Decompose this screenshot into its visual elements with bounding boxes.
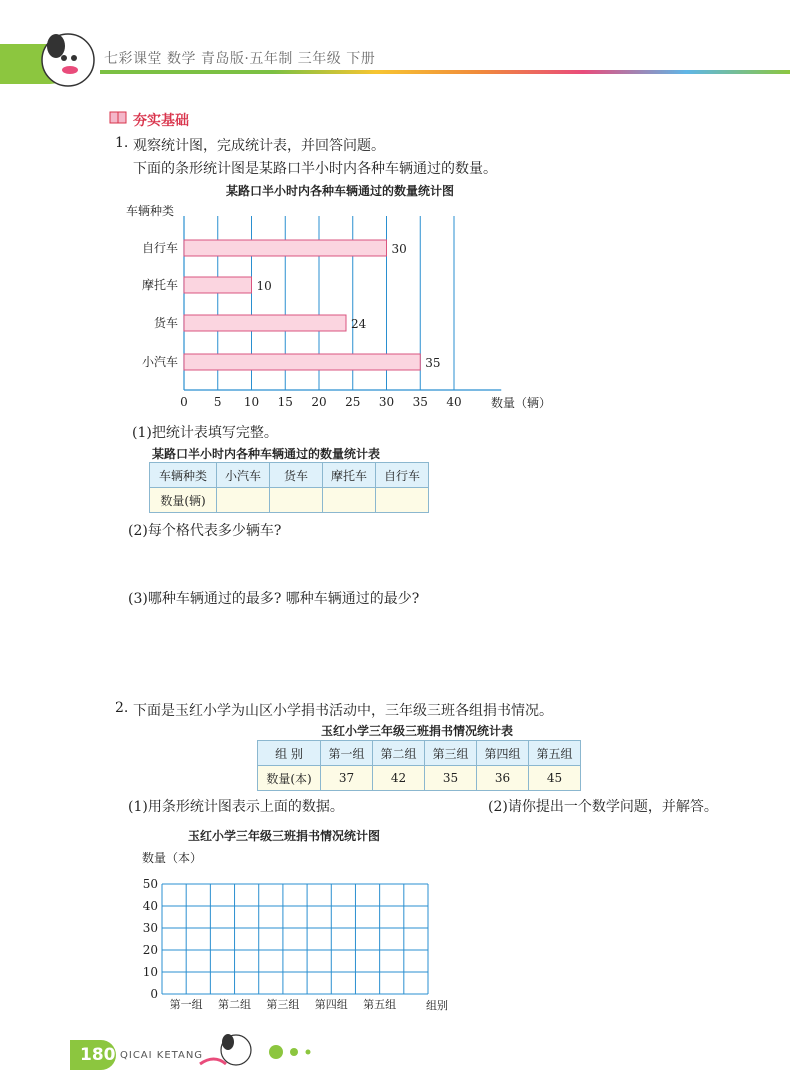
q2-th-4: 第四组	[477, 741, 529, 766]
chart1-x-tick-label: 30	[378, 395, 395, 409]
q2-table	[257, 740, 581, 791]
chart1-bar	[184, 315, 346, 331]
q1-answer-cell[interactable]	[323, 488, 376, 513]
chart1-x-tick-label: 20	[311, 395, 327, 409]
chart1-value-label: 35	[425, 356, 441, 370]
q2-th-5: 第五组	[529, 741, 581, 766]
chart1-x-tick-label: 40	[446, 395, 462, 409]
chart1-x-tick-label: 15	[277, 395, 293, 409]
q2-value-cell: 36	[477, 766, 529, 791]
chart2-y-tick-label: 30	[142, 921, 158, 935]
chart2-xlabel: 组别	[426, 999, 448, 1012]
donation-bar-chart	[130, 826, 470, 1018]
q1-row-label: 数量(辆)	[150, 488, 217, 513]
chart2-y-tick-label: 50	[142, 877, 158, 891]
chart1-x-tick-label: 10	[243, 395, 260, 409]
q2-th-0: 组 别	[258, 741, 321, 766]
chart2-y-tick-label: 0	[150, 987, 158, 1001]
q1-th-2: 货车	[270, 463, 323, 488]
q1-answer-cell[interactable]	[376, 488, 429, 513]
chart2-y-tick-label: 40	[142, 899, 158, 913]
chart1-value-label: 24	[351, 317, 367, 331]
chart1-x-tick-label: 25	[345, 395, 361, 409]
chart2-category-label: 第一组	[169, 998, 203, 1011]
header-stripe	[100, 70, 790, 74]
q1-th-4: 自行车	[376, 463, 429, 488]
q2-th-2: 第二组	[373, 741, 425, 766]
q1-text: 观察统计图，完成统计表，并回答问题。	[133, 138, 385, 154]
q1-table-title: 某路口半小时内各种车辆通过的数量统计表	[152, 447, 381, 461]
q2-part2: (2)请你提出一个数学问题，并解答。	[488, 799, 718, 815]
q2-text: 下面是玉红小学为山区小学捐书活动中，三年级三班各组捐书情况。	[133, 703, 553, 719]
q1-th-1: 小汽车	[217, 463, 270, 488]
q1-th-3: 摩托车	[323, 463, 376, 488]
q1-part1: (1)把统计表填写完整。	[132, 425, 278, 441]
q1-answer-cell[interactable]	[217, 488, 270, 513]
q2-value-cell: 42	[373, 766, 425, 791]
chart1-xlabel: 数量（辆）	[491, 396, 552, 410]
chart1-bar	[184, 354, 420, 370]
section-title: 夯实基础	[133, 113, 189, 129]
q2-value-cell: 45	[529, 766, 581, 791]
q1-part3: (3)哪种车辆通过的最多? 哪种车辆通过的最少?	[128, 591, 420, 607]
chart2-title: 玉红小学三年级三班捐书情况统计图	[187, 829, 381, 843]
q1-intro: 下面的条形统计图是某路口半小时内各种车辆通过的数量。	[133, 161, 497, 177]
chart1-x-tick-label: 0	[180, 395, 188, 409]
chart1-value-label: 10	[256, 279, 272, 293]
q1-table	[149, 462, 429, 513]
q1-th-0: 车辆种类	[150, 463, 217, 488]
q2-part1: (1)用条形统计图表示上面的数据。	[128, 799, 344, 815]
q2-th-1: 第一组	[321, 741, 373, 766]
chart1-title: 某路口半小时内各种车辆通过的数量统计图	[225, 184, 455, 198]
vehicle-bar-chart	[118, 182, 568, 412]
chart2-category-label: 第二组	[218, 998, 252, 1011]
chart1-bar	[184, 277, 252, 293]
q2-table-title: 玉红小学三年级三班捐书情况统计表	[321, 724, 514, 738]
q2-number: 2.	[115, 700, 129, 716]
chart2-y-tick-label: 10	[142, 965, 158, 979]
chart2-category-label: 第四组	[314, 998, 348, 1011]
footer-brand: QICAI KETANG	[120, 1050, 204, 1061]
header-title: 七彩课堂 数学 青岛版·五年制 三年级 下册	[104, 51, 376, 67]
chart1-value-label: 30	[391, 242, 407, 256]
q1-answer-cell[interactable]	[270, 488, 323, 513]
chart1-x-tick-label: 5	[213, 395, 222, 409]
chart1-x-tick-label: 35	[412, 395, 428, 409]
chart2-ylabel: 数量（本）	[142, 851, 203, 865]
chart1-ylabel: 车辆种类	[126, 204, 175, 218]
footer-dots-icon	[268, 1044, 328, 1060]
chart1-category-label: 小汽车	[141, 355, 178, 369]
chart1-category-label: 摩托车	[141, 278, 178, 292]
q2-th-3: 第三组	[425, 741, 477, 766]
book-icon	[108, 109, 130, 127]
q1-number: 1.	[115, 135, 129, 151]
q2-value-cell: 37	[321, 766, 373, 791]
mascot-dog-icon	[28, 28, 104, 88]
q1-part2: (2)每个格代表多少辆车?	[128, 523, 282, 539]
chart2-category-label: 第三组	[266, 998, 300, 1011]
chart1-category-label: 货车	[153, 316, 178, 330]
q2-row-label: 数量(本)	[258, 766, 321, 791]
q2-value-cell: 35	[425, 766, 477, 791]
chart2-category-label: 第五组	[363, 998, 397, 1011]
page-number: 180	[80, 1045, 116, 1065]
chart1-bar	[184, 240, 387, 256]
chart1-category-label: 自行车	[141, 241, 178, 255]
chart2-y-tick-label: 20	[142, 943, 158, 957]
footer-mascot-icon	[196, 1030, 256, 1074]
